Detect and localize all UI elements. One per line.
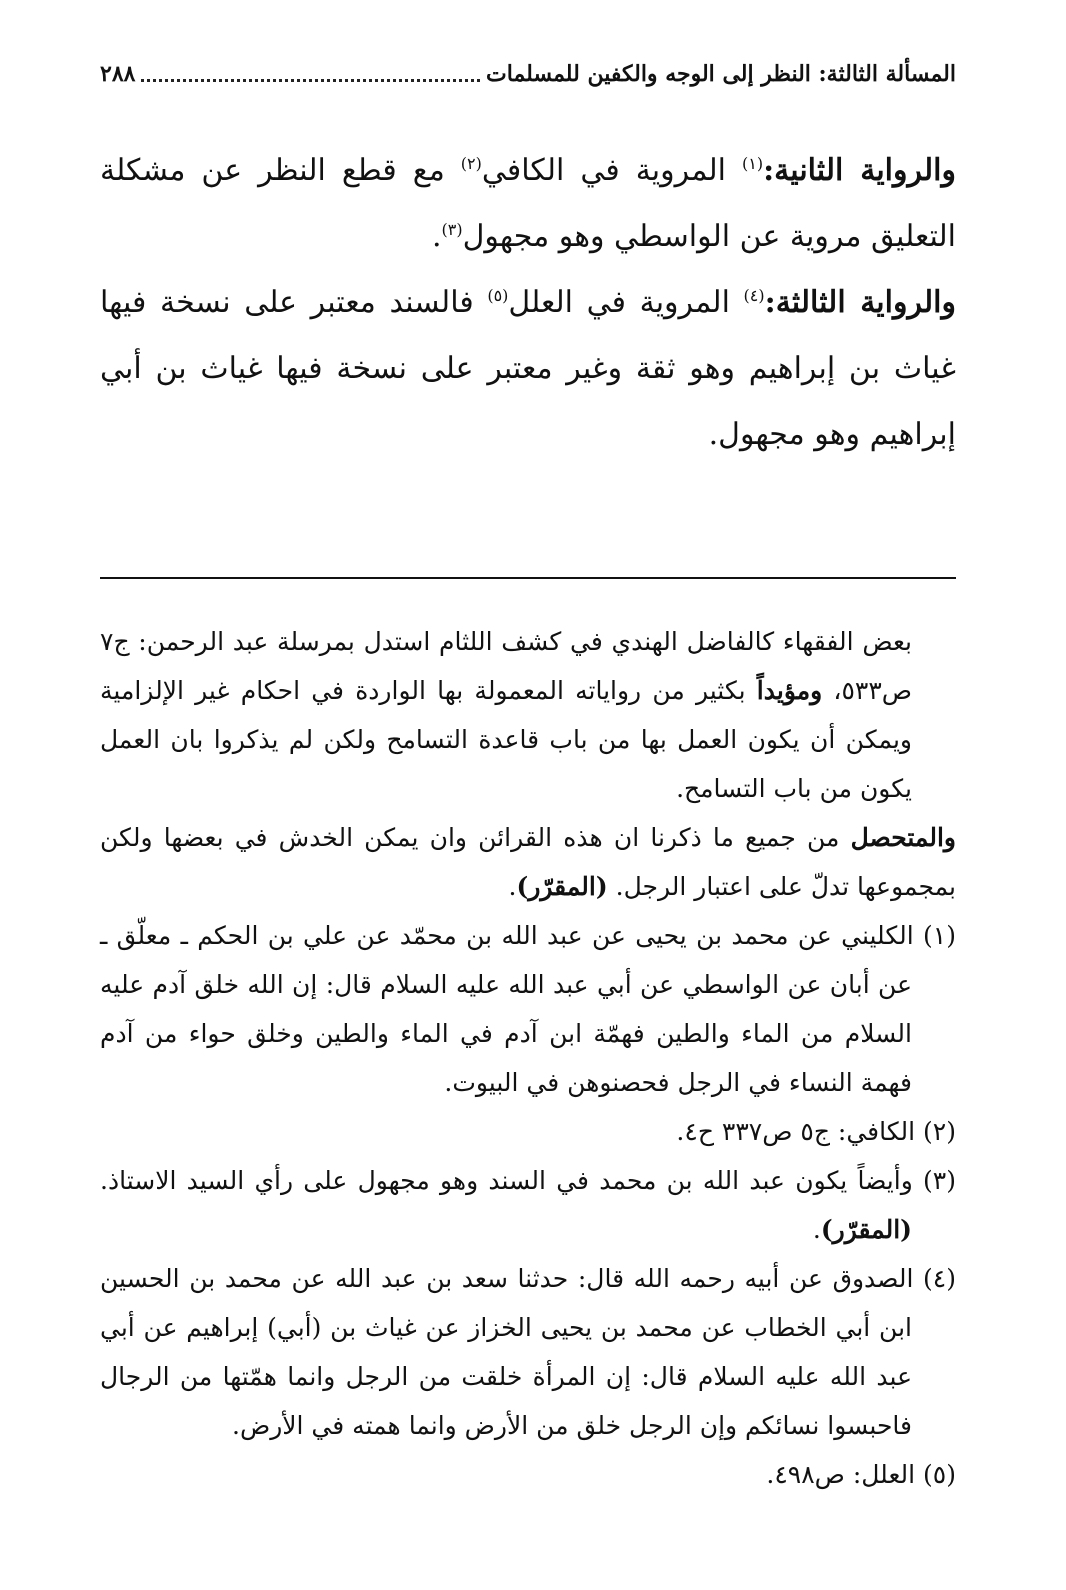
footnote-3: [100, 1156, 956, 1254]
footnotes: [100, 617, 956, 1499]
paragraph-text: فالسند معتبر على نسخة فيها غياث بن إبراهيم وهو ثقة وغير معتبر على نسخة فيها غياث بن أبي إبراهيم وهو مجهول.: [100, 285, 956, 452]
footnote-2: (٢) الكافي: ج٥ ص٣٣٧ ح٤.: [676, 1117, 956, 1146]
paragraph-lead: والرواية الثانية:: [763, 153, 957, 188]
footnote-bold: (المقرّر): [516, 872, 608, 901]
footnote-bold: ومؤيداً: [756, 676, 823, 705]
paragraph-text: المروية في العلل: [508, 285, 744, 320]
footnote-ref[interactable]: (٢): [460, 154, 482, 173]
footnote-ref[interactable]: (١): [742, 154, 764, 173]
running-header: [100, 52, 956, 96]
footnote-4: (٤) الصدوق عن أبيه رحمه الله قال: حدثنا سعد بن عبد الله عن محمد بن الحسين ابن أبي الخطاب عن محمد بن يحيى الخزاز عن غياث بن (أبي) إبراهيم عن أبي عبد الله عليه السلام قال: إن المرأة خلقت من الرجل وانما همّتها من الرجال فاحبسوا نسائكم وإن الرجل خلق من الأرض وانما همته في الأرض.: [100, 1264, 956, 1440]
footnote-text: بعض الفقهاء كالفاضل الهندي في كشف اللثام استدل بمرسلة عبد الرحمن: ج٧ ص٥٣٣،: [100, 627, 913, 705]
footnote-summary: [100, 813, 956, 911]
footnote-bold: (المقرّر): [820, 1215, 912, 1244]
footnote-bold: والمتحصل: [850, 823, 956, 852]
paragraph-text: المروية في الكافي: [481, 153, 743, 188]
footnote-continuation: [100, 617, 956, 813]
footnote-text: (٣) وأيضاً يكون عبد الله بن محمد في السند وهو مجهول على رأي السيد الاستاذ.: [100, 1166, 956, 1195]
footnote-text: من جميع ما ذكرنا ان هذه القرائن وان يمكن الخدش في بعضها ولكن بمجموعها تدلّ على اعتبار الرجل.: [100, 823, 956, 901]
footnote-text: .: [812, 1215, 821, 1244]
paragraph-text: مع قطع النظر عن مشكلة التعليق مروية عن الواسطي وهو مجهول: [100, 153, 956, 254]
paragraph-text: .: [431, 219, 442, 254]
header-dot-leader: [141, 79, 480, 82]
footnote-ref[interactable]: (٥): [487, 286, 509, 305]
footnote-ref[interactable]: (٣): [441, 220, 463, 239]
footnote-separator: [100, 577, 956, 579]
page-number: ٢٨٨: [100, 61, 136, 87]
main-text: [100, 138, 956, 468]
paragraph-lead: والرواية الثالثة:: [764, 285, 956, 320]
footnote-5: (٥) العلل: ص٤٩٨.: [766, 1460, 956, 1489]
footnote-1: (١) الكليني عن محمد بن يحيى عن عبد الله بن محمّد عن علي بن الحكم ـ معلّق ـ عن أبان عن الواسطي عن أبي عبد الله عليه السلام قال: إن الله خلق آدم عليه السلام من الماء والطين فهمّة ابن آدم في الماء والطين وخلق حواء من آدم فهمة النساء في الرجل فحصنوهن في البيوت.: [100, 921, 956, 1097]
header-title: المسألة الثالثة: النظر إلى الوجه والكفين للمسلمات: [486, 61, 956, 87]
paragraph-third-narration: [100, 270, 956, 468]
paragraph-second-narration: [100, 138, 956, 270]
footnote-text: .: [508, 872, 517, 901]
footnote-ref[interactable]: (٤): [743, 286, 765, 305]
footnote-text: بكثير من رواياته المعمولة بها الواردة في احكام غير الإلزامية ويمكن أن يكون العمل بها من باب قاعدة التسامح ولكن لم يذكروا بان العمل يكون من باب التسامح.: [100, 676, 912, 803]
